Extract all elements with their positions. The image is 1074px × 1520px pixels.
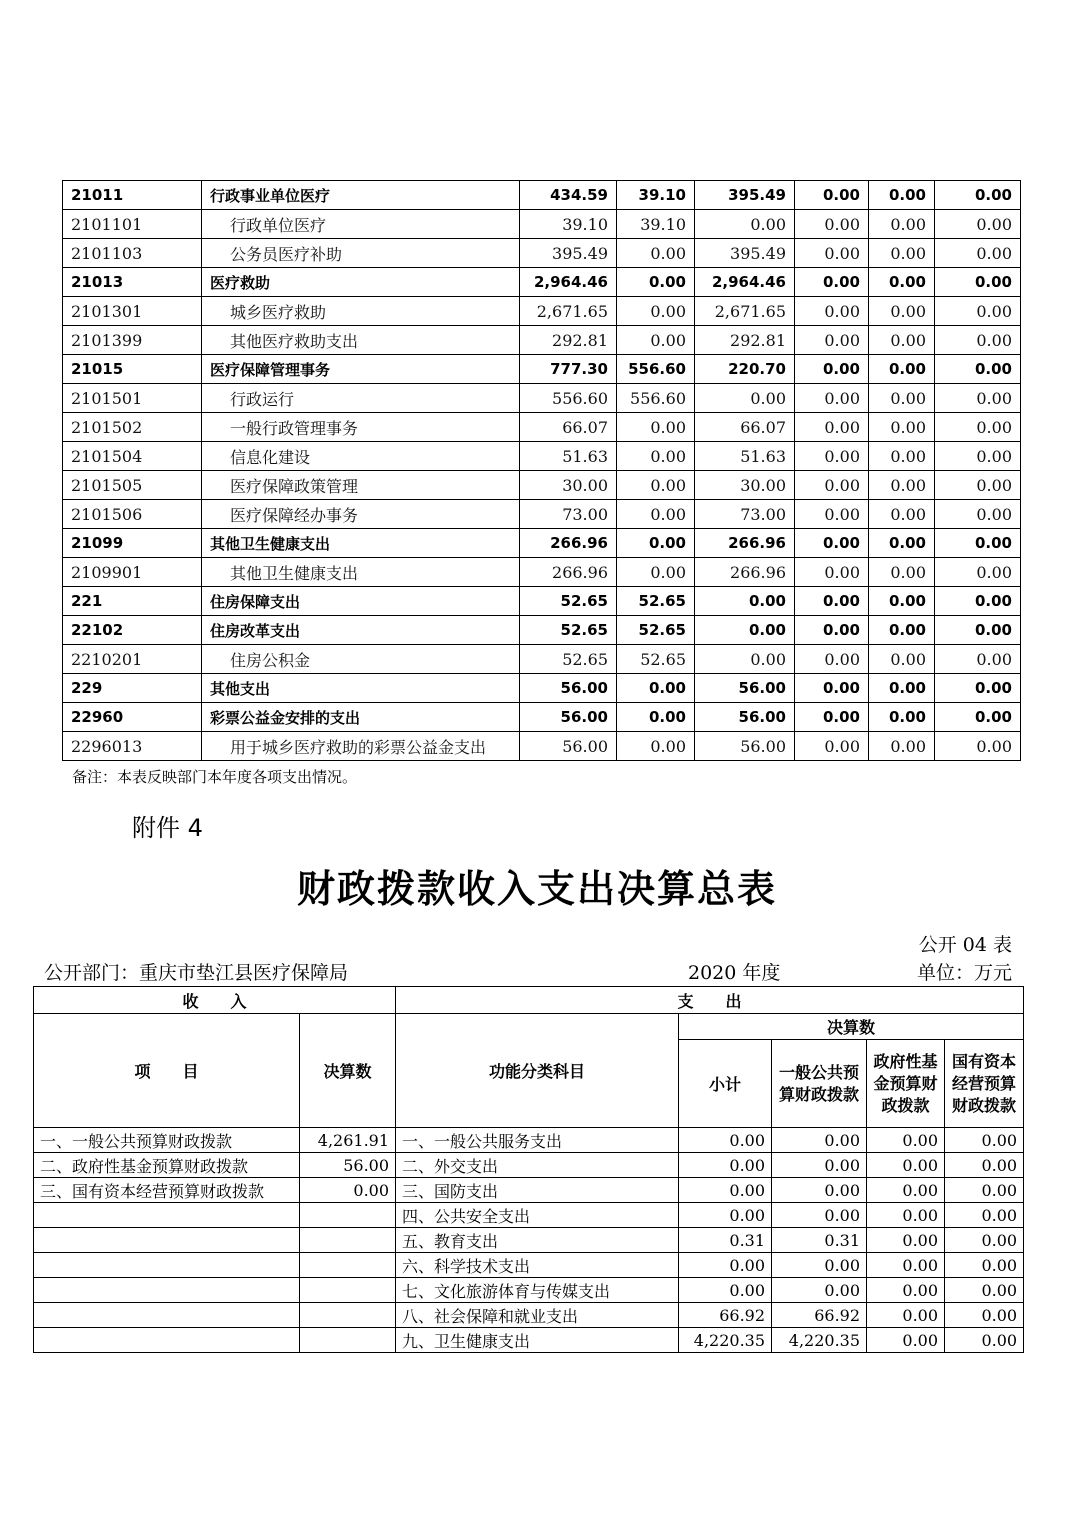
value-col4: 0.00 <box>795 587 869 616</box>
general-value: 66.92 <box>772 1303 867 1328</box>
header-amount: 决算数 <box>300 1014 396 1128</box>
total-value: 30.00 <box>520 471 617 500</box>
header-expense: 支 出 <box>396 987 1024 1014</box>
value-col4: 0.00 <box>795 268 869 297</box>
subject-code: 2101506 <box>63 500 202 529</box>
header-stateown: 国有资本经营预算财政拨款 <box>945 1040 1024 1128</box>
subject-code: 2109901 <box>63 558 202 587</box>
value-col5: 0.00 <box>869 442 935 471</box>
income-amount: 4,261.91 <box>300 1128 396 1153</box>
total-value: 434.59 <box>520 181 617 210</box>
value-col5: 0.00 <box>869 732 935 761</box>
project-value: 0.00 <box>695 616 795 645</box>
subject-name: 行政单位医疗 <box>202 210 520 239</box>
basic-value: 0.00 <box>617 442 695 471</box>
function-item: 一、一般公共服务支出 <box>396 1128 679 1153</box>
total-value: 56.00 <box>520 732 617 761</box>
income-amount <box>300 1253 396 1278</box>
subject-code: 21011 <box>63 181 202 210</box>
total-value: 51.63 <box>520 442 617 471</box>
project-value: 266.96 <box>695 529 795 558</box>
subject-name: 住房公积金 <box>202 645 520 674</box>
stateown-value: 0.00 <box>945 1228 1024 1253</box>
project-value: 0.00 <box>695 587 795 616</box>
general-value: 0.00 <box>772 1178 867 1203</box>
subtotal-value: 66.92 <box>679 1303 772 1328</box>
total-value: 556.60 <box>520 384 617 413</box>
table-row <box>63 645 1021 674</box>
value-col6: 0.00 <box>935 268 1021 297</box>
table-row <box>34 1153 1024 1178</box>
general-value: 0.00 <box>772 1278 867 1303</box>
income-amount: 56.00 <box>300 1153 396 1178</box>
value-col6: 0.00 <box>935 297 1021 326</box>
basic-value: 556.60 <box>617 355 695 384</box>
stateown-value: 0.00 <box>945 1328 1024 1353</box>
project-value: 30.00 <box>695 471 795 500</box>
income-item <box>34 1328 300 1353</box>
basic-value: 0.00 <box>617 297 695 326</box>
table-row <box>34 1128 1024 1153</box>
value-col4: 0.00 <box>795 732 869 761</box>
function-item: 五、教育支出 <box>396 1228 679 1253</box>
govfund-value: 0.00 <box>867 1203 945 1228</box>
value-col4: 0.00 <box>795 181 869 210</box>
value-col6: 0.00 <box>935 674 1021 703</box>
subject-name: 其他卫生健康支出 <box>202 529 520 558</box>
value-col5: 0.00 <box>869 645 935 674</box>
project-value: 292.81 <box>695 326 795 355</box>
income-item: 二、政府性基金预算财政拨款 <box>34 1153 300 1178</box>
project-value: 56.00 <box>695 732 795 761</box>
table-row <box>63 297 1021 326</box>
stateown-value: 0.00 <box>945 1203 1024 1228</box>
value-col4: 0.00 <box>795 210 869 239</box>
value-col6: 0.00 <box>935 210 1021 239</box>
header-item: 项 目 <box>34 1014 300 1128</box>
value-col6: 0.00 <box>935 181 1021 210</box>
subject-name: 医疗保障政策管理 <box>202 471 520 500</box>
value-col6: 0.00 <box>935 645 1021 674</box>
stateown-value: 0.00 <box>945 1253 1024 1278</box>
table-row <box>63 732 1021 761</box>
income-amount: 0.00 <box>300 1178 396 1203</box>
value-col4: 0.00 <box>795 355 869 384</box>
subtotal-value: 0.00 <box>679 1178 772 1203</box>
value-col4: 0.00 <box>795 239 869 268</box>
total-value: 266.96 <box>520 529 617 558</box>
total-value: 2,671.65 <box>520 297 617 326</box>
project-value: 0.00 <box>695 384 795 413</box>
total-value: 73.00 <box>520 500 617 529</box>
table-row <box>63 326 1021 355</box>
stateown-value: 0.00 <box>945 1153 1024 1178</box>
table-row <box>63 616 1021 645</box>
income-amount <box>300 1303 396 1328</box>
value-col6: 0.00 <box>935 239 1021 268</box>
income-item <box>34 1228 300 1253</box>
header-row-1 <box>34 987 1024 1014</box>
function-item: 二、外交支出 <box>396 1153 679 1178</box>
table-row <box>34 1228 1024 1253</box>
value-col4: 0.00 <box>795 471 869 500</box>
general-value: 4,220.35 <box>772 1328 867 1353</box>
project-value: 73.00 <box>695 500 795 529</box>
table-row <box>34 1328 1024 1353</box>
value-col5: 0.00 <box>869 674 935 703</box>
value-col4: 0.00 <box>795 616 869 645</box>
total-value: 266.96 <box>520 558 617 587</box>
project-value: 395.49 <box>695 181 795 210</box>
subject-name: 信息化建设 <box>202 442 520 471</box>
stateown-value: 0.00 <box>945 1178 1024 1203</box>
table-row <box>63 239 1021 268</box>
subject-name: 医疗救助 <box>202 268 520 297</box>
general-value: 0.00 <box>772 1128 867 1153</box>
function-item: 三、国防支出 <box>396 1178 679 1203</box>
subject-code: 2101504 <box>63 442 202 471</box>
subject-code: 2296013 <box>63 732 202 761</box>
govfund-value: 0.00 <box>867 1128 945 1153</box>
value-col5: 0.00 <box>869 297 935 326</box>
function-item: 四、公共安全支出 <box>396 1203 679 1228</box>
value-col4: 0.00 <box>795 384 869 413</box>
govfund-value: 0.00 <box>867 1303 945 1328</box>
govfund-value: 0.00 <box>867 1228 945 1253</box>
subject-name: 其他卫生健康支出 <box>202 558 520 587</box>
subject-code: 22960 <box>63 703 202 732</box>
table-row <box>63 181 1021 210</box>
table-row <box>63 500 1021 529</box>
general-value: 0.00 <box>772 1253 867 1278</box>
table-note: 备注：本表反映部门本年度各项支出情况。 <box>72 768 358 786</box>
table-row <box>63 442 1021 471</box>
subtotal-value: 4,220.35 <box>679 1328 772 1353</box>
value-col4: 0.00 <box>795 529 869 558</box>
value-col5: 0.00 <box>869 587 935 616</box>
general-value: 0.00 <box>772 1203 867 1228</box>
project-value: 266.96 <box>695 558 795 587</box>
subject-code: 21013 <box>63 268 202 297</box>
subject-name: 行政事业单位医疗 <box>202 181 520 210</box>
value-col6: 0.00 <box>935 442 1021 471</box>
value-col5: 0.00 <box>869 384 935 413</box>
subject-code: 229 <box>63 674 202 703</box>
income-item: 一、一般公共预算财政拨款 <box>34 1128 300 1153</box>
page-title: 财政拨款收入支出决算总表 <box>296 866 777 911</box>
value-col4: 0.00 <box>795 645 869 674</box>
value-col6: 0.00 <box>935 703 1021 732</box>
project-value: 56.00 <box>695 674 795 703</box>
subject-code: 2101399 <box>63 326 202 355</box>
project-value: 56.00 <box>695 703 795 732</box>
income-item <box>34 1278 300 1303</box>
general-value: 0.31 <box>772 1228 867 1253</box>
income-item <box>34 1303 300 1328</box>
stateown-value: 0.00 <box>945 1303 1024 1328</box>
govfund-value: 0.00 <box>867 1278 945 1303</box>
total-value: 56.00 <box>520 703 617 732</box>
attachment-label: 附件 4 <box>132 814 203 842</box>
subtotal-value: 0.31 <box>679 1228 772 1253</box>
value-col6: 0.00 <box>935 355 1021 384</box>
basic-value: 0.00 <box>617 326 695 355</box>
subject-name: 行政运行 <box>202 384 520 413</box>
income-item: 三、国有资本经营预算财政拨款 <box>34 1178 300 1203</box>
project-value: 395.49 <box>695 239 795 268</box>
basic-value: 0.00 <box>617 703 695 732</box>
value-col6: 0.00 <box>935 326 1021 355</box>
basic-value: 0.00 <box>617 558 695 587</box>
value-col6: 0.00 <box>935 500 1021 529</box>
value-col5: 0.00 <box>869 210 935 239</box>
total-value: 292.81 <box>520 326 617 355</box>
subject-name: 其他医疗救助支出 <box>202 326 520 355</box>
subject-name: 医疗保障管理事务 <box>202 355 520 384</box>
table-row <box>63 268 1021 297</box>
subject-name: 住房改革支出 <box>202 616 520 645</box>
subject-name: 公务员医疗补助 <box>202 239 520 268</box>
income-amount <box>300 1328 396 1353</box>
basic-value: 0.00 <box>617 471 695 500</box>
value-col5: 0.00 <box>869 529 935 558</box>
basic-value: 0.00 <box>617 413 695 442</box>
unit-label: 单位：万元 <box>916 962 1012 984</box>
table-row <box>34 1303 1024 1328</box>
table-row <box>34 1253 1024 1278</box>
value-col4: 0.00 <box>795 442 869 471</box>
project-value: 2,964.46 <box>695 268 795 297</box>
table-row <box>63 210 1021 239</box>
subject-name: 城乡医疗救助 <box>202 297 520 326</box>
total-value: 52.65 <box>520 587 617 616</box>
income-amount <box>300 1203 396 1228</box>
subject-code: 21099 <box>63 529 202 558</box>
table-number: 公开 04 表 <box>918 934 1012 956</box>
table-row <box>34 1278 1024 1303</box>
subject-code: 22102 <box>63 616 202 645</box>
total-value: 39.10 <box>520 210 617 239</box>
stateown-value: 0.00 <box>945 1278 1024 1303</box>
basic-value: 0.00 <box>617 732 695 761</box>
table-row <box>63 674 1021 703</box>
basic-value: 0.00 <box>617 268 695 297</box>
govfund-value: 0.00 <box>867 1328 945 1353</box>
expenditure-detail-table <box>62 180 1021 761</box>
govfund-value: 0.00 <box>867 1153 945 1178</box>
value-col5: 0.00 <box>869 471 935 500</box>
header-row-2 <box>34 1014 1024 1040</box>
fiscal-summary-table <box>33 986 1024 1353</box>
govfund-value: 0.00 <box>867 1178 945 1203</box>
value-col4: 0.00 <box>795 413 869 442</box>
income-amount <box>300 1228 396 1253</box>
subject-code: 2101501 <box>63 384 202 413</box>
value-col5: 0.00 <box>869 413 935 442</box>
function-item: 九、卫生健康支出 <box>396 1328 679 1353</box>
value-col6: 0.00 <box>935 558 1021 587</box>
subject-name: 住房保障支出 <box>202 587 520 616</box>
table-row <box>34 1203 1024 1228</box>
basic-value: 0.00 <box>617 529 695 558</box>
general-value: 0.00 <box>772 1153 867 1178</box>
basic-value: 52.65 <box>617 645 695 674</box>
value-col5: 0.00 <box>869 181 935 210</box>
table-row <box>63 703 1021 732</box>
function-item: 六、科学技术支出 <box>396 1253 679 1278</box>
subject-code: 2101101 <box>63 210 202 239</box>
value-col5: 0.00 <box>869 326 935 355</box>
value-col6: 0.00 <box>935 616 1021 645</box>
subtotal-value: 0.00 <box>679 1153 772 1178</box>
project-value: 0.00 <box>695 645 795 674</box>
subject-code: 2101505 <box>63 471 202 500</box>
project-value: 0.00 <box>695 210 795 239</box>
department-label: 公开部门：重庆市垫江县医疗保障局 <box>44 962 349 984</box>
value-col6: 0.00 <box>935 732 1021 761</box>
basic-value: 0.00 <box>617 674 695 703</box>
table-row <box>63 355 1021 384</box>
year-label: 2020 年度 <box>688 962 781 984</box>
header-govfund: 政府性基金预算财政拨款 <box>867 1040 945 1128</box>
table-row <box>34 1178 1024 1203</box>
total-value: 66.07 <box>520 413 617 442</box>
header-income: 收 入 <box>34 987 396 1014</box>
table-row <box>63 413 1021 442</box>
basic-value: 52.65 <box>617 616 695 645</box>
income-item <box>34 1253 300 1278</box>
value-col5: 0.00 <box>869 703 935 732</box>
table-row <box>63 384 1021 413</box>
value-col5: 0.00 <box>869 616 935 645</box>
value-col6: 0.00 <box>935 587 1021 616</box>
value-col5: 0.00 <box>869 268 935 297</box>
value-col4: 0.00 <box>795 326 869 355</box>
subject-code: 21015 <box>63 355 202 384</box>
subject-code: 2101301 <box>63 297 202 326</box>
subject-name: 彩票公益金安排的支出 <box>202 703 520 732</box>
value-col4: 0.00 <box>795 297 869 326</box>
value-col4: 0.00 <box>795 500 869 529</box>
income-item <box>34 1203 300 1228</box>
value-col6: 0.00 <box>935 413 1021 442</box>
value-col5: 0.00 <box>869 500 935 529</box>
stateown-value: 0.00 <box>945 1128 1024 1153</box>
subject-code: 2210201 <box>63 645 202 674</box>
table-row <box>63 587 1021 616</box>
value-col6: 0.00 <box>935 384 1021 413</box>
subtotal-value: 0.00 <box>679 1278 772 1303</box>
value-col5: 0.00 <box>869 558 935 587</box>
subject-name: 一般行政管理事务 <box>202 413 520 442</box>
basic-value: 0.00 <box>617 239 695 268</box>
total-value: 2,964.46 <box>520 268 617 297</box>
value-col5: 0.00 <box>869 239 935 268</box>
subject-name: 其他支出 <box>202 674 520 703</box>
total-value: 777.30 <box>520 355 617 384</box>
total-value: 52.65 <box>520 616 617 645</box>
subtotal-value: 0.00 <box>679 1128 772 1153</box>
table-row <box>63 558 1021 587</box>
total-value: 395.49 <box>520 239 617 268</box>
total-value: 56.00 <box>520 674 617 703</box>
basic-value: 39.10 <box>617 210 695 239</box>
function-item: 八、社会保障和就业支出 <box>396 1303 679 1328</box>
govfund-value: 0.00 <box>867 1253 945 1278</box>
basic-value: 52.65 <box>617 587 695 616</box>
value-col5: 0.00 <box>869 355 935 384</box>
total-value: 52.65 <box>520 645 617 674</box>
subject-code: 2101103 <box>63 239 202 268</box>
subject-code: 221 <box>63 587 202 616</box>
subtotal-value: 0.00 <box>679 1203 772 1228</box>
project-value: 66.07 <box>695 413 795 442</box>
project-value: 220.70 <box>695 355 795 384</box>
value-col4: 0.00 <box>795 703 869 732</box>
header-final: 决算数 <box>679 1014 1024 1040</box>
value-col4: 0.00 <box>795 674 869 703</box>
subject-name: 医疗保障经办事务 <box>202 500 520 529</box>
subject-code: 2101502 <box>63 413 202 442</box>
basic-value: 0.00 <box>617 500 695 529</box>
table-row <box>63 529 1021 558</box>
table-row <box>63 471 1021 500</box>
basic-value: 556.60 <box>617 384 695 413</box>
project-value: 2,671.65 <box>695 297 795 326</box>
header-function: 功能分类科目 <box>396 1014 679 1128</box>
value-col4: 0.00 <box>795 558 869 587</box>
income-amount <box>300 1278 396 1303</box>
subtotal-value: 0.00 <box>679 1253 772 1278</box>
value-col6: 0.00 <box>935 471 1021 500</box>
project-value: 51.63 <box>695 442 795 471</box>
subject-name: 用于城乡医疗救助的彩票公益金支出 <box>202 732 520 761</box>
value-col6: 0.00 <box>935 529 1021 558</box>
function-item: 七、文化旅游体育与传媒支出 <box>396 1278 679 1303</box>
header-general: 一般公共预算财政拨款 <box>772 1040 867 1128</box>
header-subtotal: 小计 <box>679 1040 772 1128</box>
basic-value: 39.10 <box>617 181 695 210</box>
